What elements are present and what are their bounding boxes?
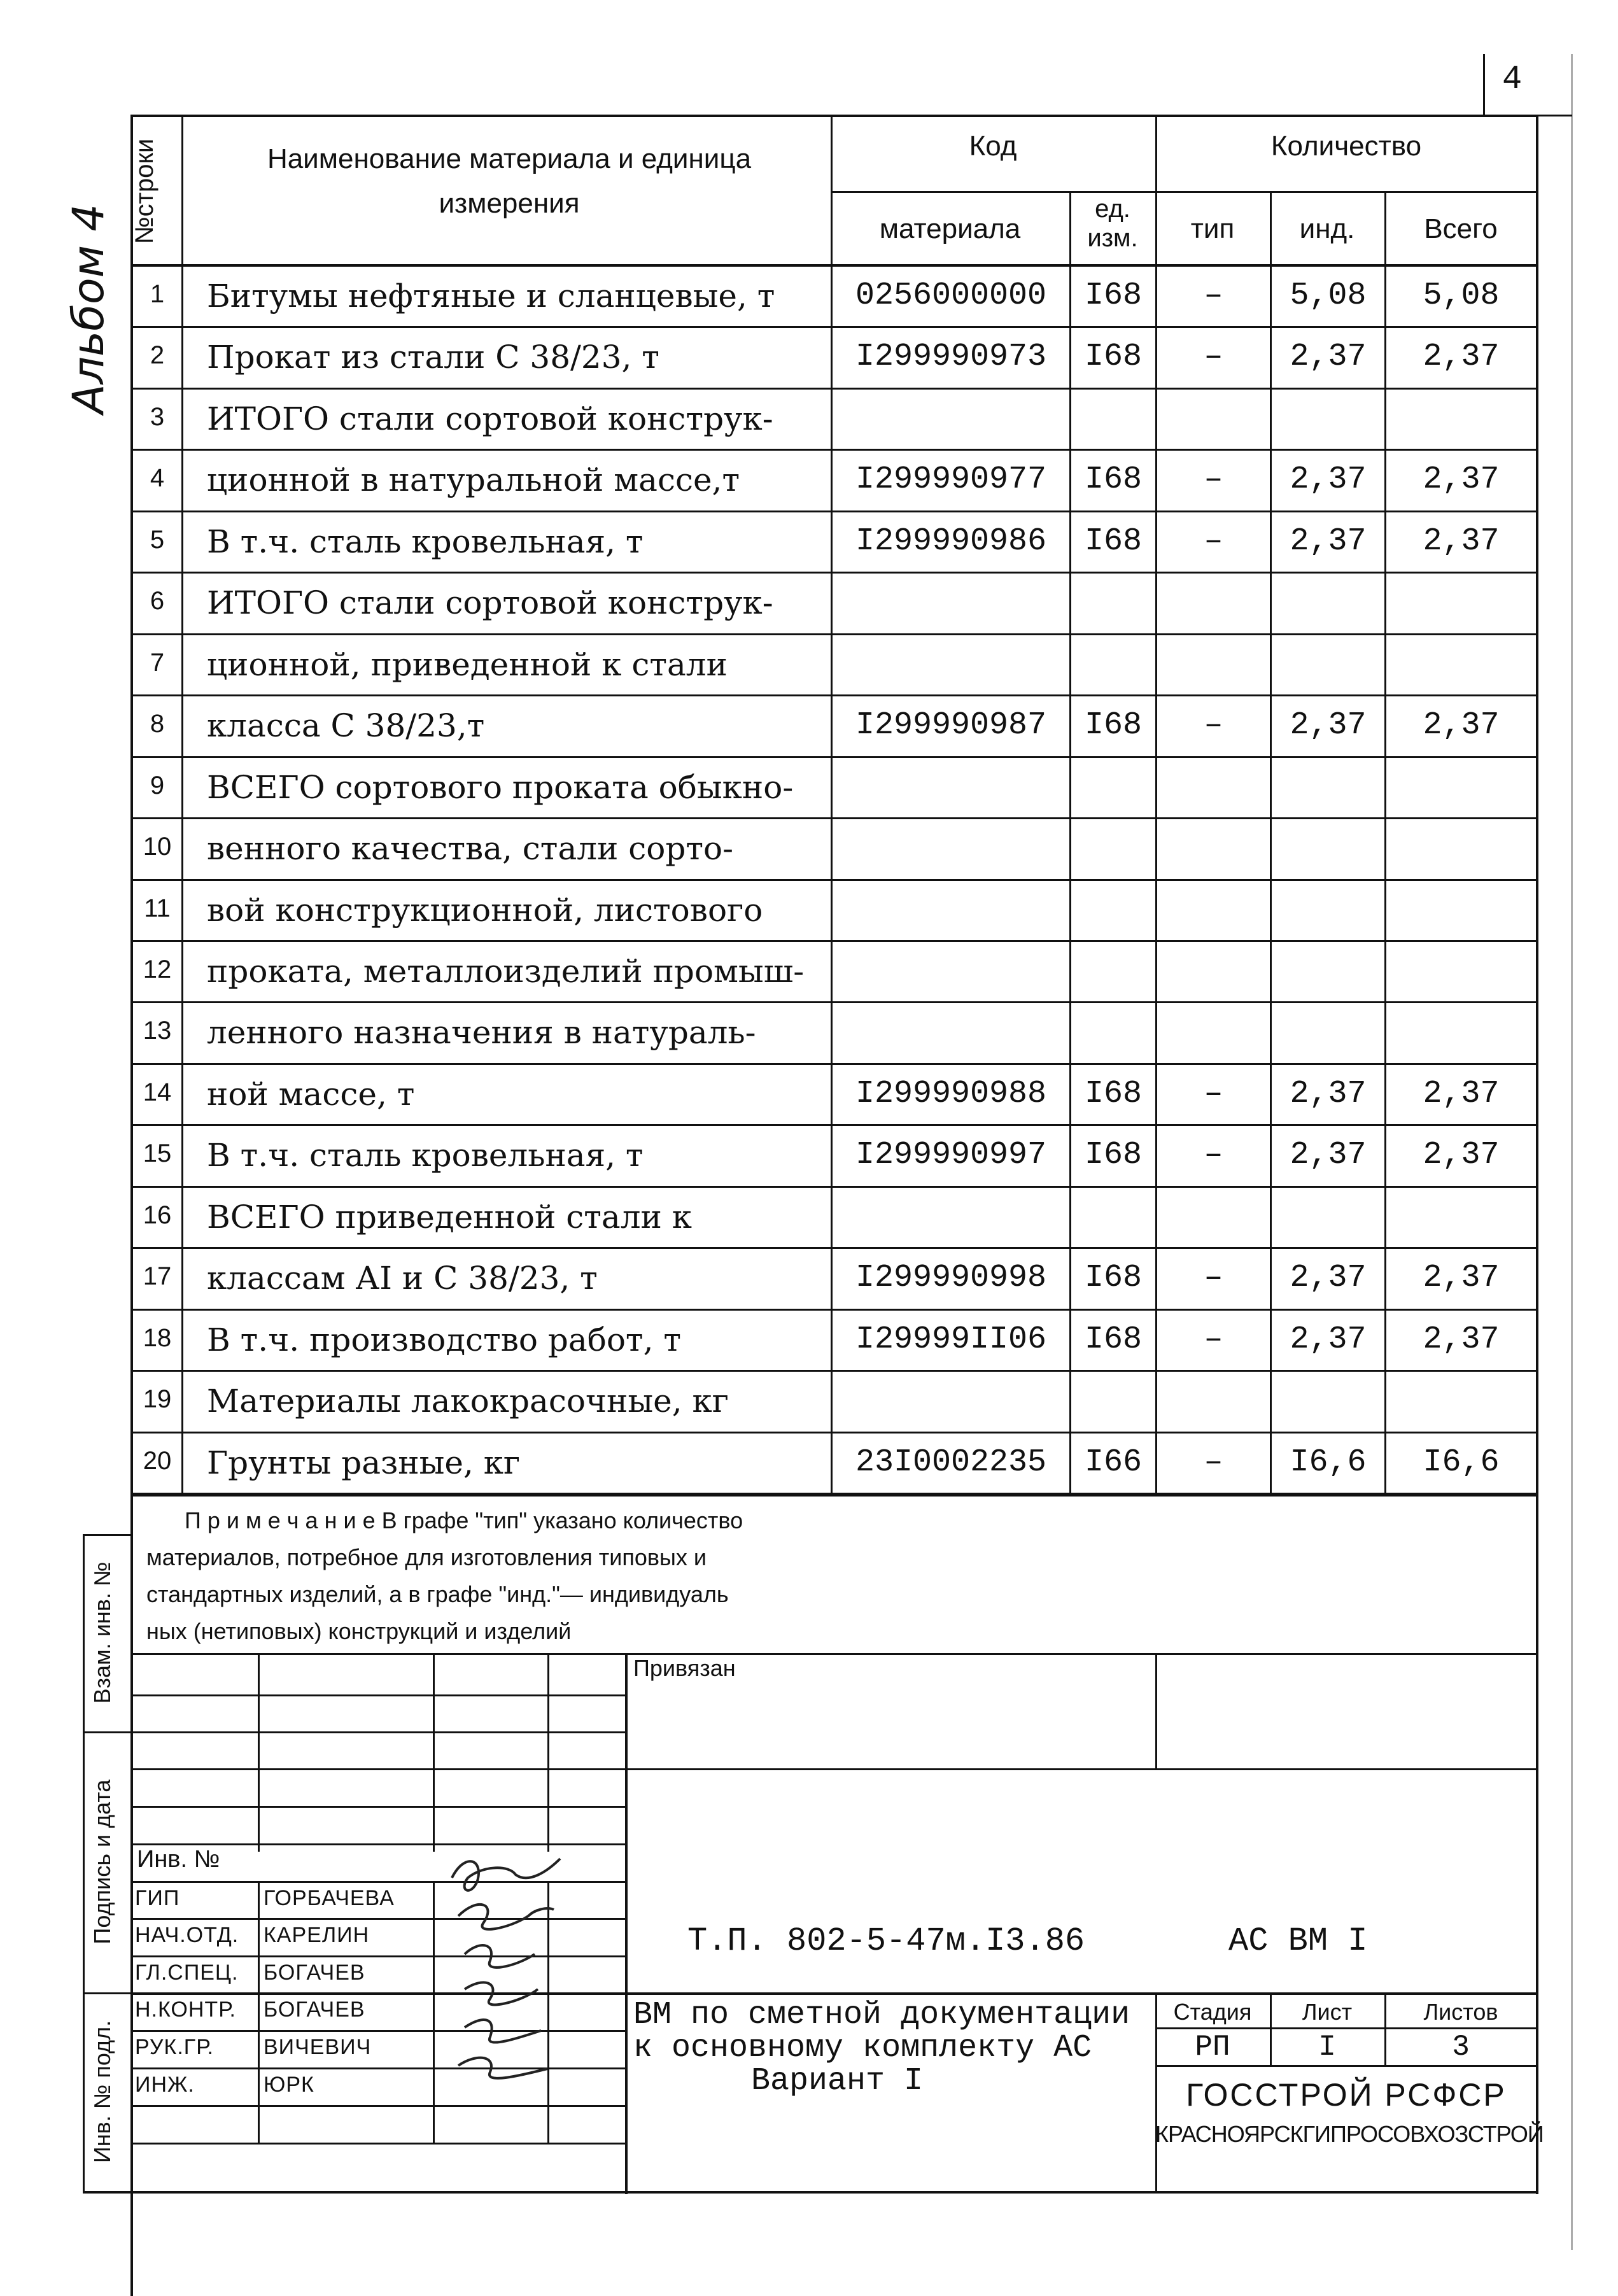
row-qty-ind: 2,37 (1290, 523, 1367, 560)
row-material-name: Битумы нефтяные и сланцевые, т (207, 278, 775, 314)
row-separator (130, 1432, 1538, 1433)
row-qty-type: – (1204, 523, 1223, 560)
row-separator (130, 1124, 1538, 1126)
signature-4 (465, 1982, 538, 2004)
row-material-name: ленного назначения в натураль- (207, 1014, 756, 1051)
row-qty-total: 2,37 (1423, 1260, 1500, 1296)
row-separator (130, 1186, 1538, 1188)
row-material-code: I299990973 (855, 339, 1047, 375)
row-separator (130, 879, 1538, 881)
note-line-1: П р и м е ч а н и е В графе "тип" указано количество (185, 1507, 743, 1533)
row-separator (130, 388, 1538, 390)
row-qty-total: 2,37 (1423, 707, 1500, 743)
inv-no-label: Инв. № (137, 1846, 220, 1873)
note-block (146, 1502, 743, 1650)
signer-name: БОГАЧЕВ (264, 1997, 365, 2022)
row-number: 15 (143, 1139, 172, 1167)
row-qty-total: 2,37 (1423, 1321, 1500, 1358)
row-material-name: В т.ч. производство работ, т (207, 1321, 682, 1358)
row-number: 5 (150, 526, 165, 554)
row-material-name: ционной в натуральной массе,т (207, 461, 740, 498)
row-material-name: Грунты разные, кг (207, 1444, 521, 1481)
row-qty-ind: 2,37 (1290, 1321, 1367, 1358)
signer-role: ГЛ.СПЕЦ. (135, 1961, 239, 1985)
row-qty-type: – (1204, 339, 1223, 375)
row-qty-type: – (1204, 1137, 1223, 1173)
page-number: 4 (1502, 60, 1523, 98)
org-name-1: ГОССТРОЙ РСФСР (1186, 2077, 1507, 2113)
signer-name: ЮРК (264, 2073, 314, 2097)
row-number: 14 (143, 1078, 172, 1106)
row-separator (130, 1063, 1538, 1065)
signer-name: КАРЕЛИН (264, 1923, 370, 1947)
sheet-value: I (1318, 2031, 1336, 2064)
row-separator (130, 449, 1538, 451)
row-unit-code: I68 (1084, 1260, 1142, 1296)
row-separator (130, 572, 1538, 574)
row-material-name: Прокат из стали С 38/23, т (207, 339, 659, 376)
row-material-code: I299990977 (855, 461, 1047, 498)
row-qty-type: – (1204, 1321, 1223, 1358)
row-material-name: ционной, приведенной к стали (207, 646, 728, 683)
doc-title-line-1: ВМ по сметной документации (633, 1997, 1130, 2033)
row-number: 8 (150, 710, 165, 738)
page-number-divider (1483, 54, 1485, 115)
row-number: 7 (150, 649, 165, 677)
row-unit-code: I68 (1084, 1321, 1142, 1358)
row-material-name: вой конструкционной, листового (207, 892, 763, 929)
row-qty-total: 2,37 (1423, 1076, 1500, 1112)
row-number: 19 (143, 1385, 172, 1413)
signature-1 (452, 1859, 560, 1891)
signature-3 (465, 1945, 535, 1968)
header-qty-total: Всего (1424, 213, 1498, 244)
row-number: 2 (150, 341, 165, 369)
signer-name: БОГАЧЕВ (264, 1961, 365, 1985)
doc-mark: АС ВМ I (1228, 1922, 1368, 1960)
row-separator (130, 1493, 1538, 1495)
signer-name: ГОРБАЧЕВА (264, 1886, 395, 1910)
row-material-code: I299990988 (855, 1076, 1047, 1112)
row-separator (130, 940, 1538, 942)
signer-role: ИНЖ. (135, 2073, 195, 2097)
row-qty-ind: 2,37 (1290, 1137, 1367, 1173)
row-qty-total: I6,6 (1423, 1444, 1500, 1481)
doc-code: Т.П. 802-5-47м.I3.86 (687, 1922, 1085, 1960)
row-qty-total: 5,08 (1423, 278, 1500, 314)
row-material-name: В т.ч. сталь кровельная, т (207, 523, 644, 560)
sheets-value: 3 (1452, 2031, 1470, 2064)
row-material-code: 23I0002235 (855, 1444, 1047, 1481)
row-number: 17 (143, 1262, 172, 1290)
row-qty-ind: 5,08 (1290, 278, 1367, 314)
row-qty-total: 2,37 (1423, 1137, 1500, 1173)
signer-role: Н.КОНТР. (135, 1997, 236, 2022)
doc-title-line-3: Вариант I (751, 2063, 924, 2099)
org-name-2: КРАСНОЯРСКГИПРОСОВХОЗСТРОЙ (1155, 2121, 1544, 2147)
signature-6 (458, 2058, 547, 2078)
note-line-2: материалов, потребное для изготовления типовых и (146, 1544, 707, 1570)
row-qty-ind: I6,6 (1290, 1444, 1367, 1481)
row-separator (130, 1001, 1538, 1003)
row-separator (130, 1247, 1538, 1249)
page-edge-line (1571, 54, 1573, 2250)
row-qty-ind: 2,37 (1290, 339, 1367, 375)
signature-5 (465, 2020, 541, 2043)
row-material-name: ИТОГО стали сортовой конструк- (207, 400, 773, 437)
row-qty-total: 2,37 (1423, 339, 1500, 375)
left-frame (130, 1494, 133, 2296)
row-material-name: ИТОГО стали сортовой конструк- (207, 584, 773, 621)
row-material-code: I299990986 (855, 523, 1047, 560)
signer-name: ВИЧЕВИЧ (264, 2035, 372, 2059)
stage-label: Стадия (1173, 1999, 1252, 2025)
row-qty-type: – (1204, 1444, 1223, 1481)
row-qty-type: – (1204, 707, 1223, 743)
row-number: 6 (150, 587, 165, 615)
note-line-4: ных (нетиповых) конструкций и изделий (146, 1618, 572, 1644)
row-unit-code: I66 (1084, 1444, 1142, 1481)
row-material-code: I299990987 (855, 707, 1047, 743)
header-code-unit: ед. изм. (1087, 195, 1138, 252)
margin-note: Альбом 4 (64, 204, 114, 414)
row-number: 10 (143, 833, 172, 861)
side-strip-line (83, 1534, 85, 2193)
signature-2 (458, 1905, 554, 1929)
header-name: Наименование материала и единица измерения (267, 143, 752, 219)
row-material-code: 0256000000 (855, 278, 1047, 314)
row-number: 13 (143, 1017, 172, 1045)
row-separator (130, 326, 1538, 328)
row-material-name: ной массе, т (207, 1076, 415, 1113)
row-separator (130, 633, 1538, 635)
row-unit-code: I68 (1084, 1076, 1142, 1112)
row-qty-total: 2,37 (1423, 523, 1500, 560)
row-number: 12 (143, 955, 172, 983)
side-label-inv-podl: Инв. № подл. (89, 2020, 115, 2164)
row-unit-code: I68 (1084, 461, 1142, 498)
row-separator (130, 511, 1538, 512)
row-qty-type: – (1204, 461, 1223, 498)
row-qty-ind: 2,37 (1290, 1260, 1367, 1296)
row-number: 9 (150, 771, 165, 799)
row-qty-ind: 2,37 (1290, 707, 1367, 743)
row-separator (130, 817, 1538, 819)
header-code-material: материала (879, 213, 1021, 244)
row-material-code: I29999II06 (855, 1321, 1047, 1358)
signer-role: РУК.ГР. (135, 2035, 214, 2059)
row-unit-code: I68 (1084, 278, 1142, 314)
sheet-label: Лист (1302, 1999, 1353, 2025)
row-number: 4 (150, 464, 165, 492)
stage-value: РП (1195, 2031, 1230, 2064)
side-label-vzam: Взам. инв. № (89, 1561, 115, 1704)
side-label-podpis: Подпись и дата (89, 1779, 115, 1945)
header-row-no: №строки (130, 138, 158, 244)
row-number: 3 (150, 403, 165, 431)
signer-role: ГИП (135, 1886, 180, 1910)
row-qty-type: – (1204, 1076, 1223, 1112)
row-qty-type: – (1204, 1260, 1223, 1296)
row-separator (130, 1370, 1538, 1372)
row-material-name: Материалы лакокрасочные, кг (207, 1383, 729, 1419)
doc-title-line-2: к основному комплекту АС (633, 2030, 1092, 2066)
row-unit-code: I68 (1084, 523, 1142, 560)
signer-role: НАЧ.ОТД. (135, 1923, 239, 1947)
row-number: 16 (143, 1201, 172, 1229)
row-number: 1 (150, 280, 165, 308)
header-code: Код (969, 130, 1017, 162)
row-qty-ind: 2,37 (1290, 1076, 1367, 1112)
doc-title (633, 1999, 1130, 2098)
row-number: 20 (143, 1447, 172, 1475)
row-qty-ind: 2,37 (1290, 461, 1367, 498)
row-separator (130, 756, 1538, 758)
row-material-name: класса С 38/23,т (207, 707, 485, 744)
header-quantity: Количество (1270, 130, 1422, 162)
row-unit-code: I68 (1084, 339, 1142, 375)
row-material-name: В т.ч. сталь кровельная, т (207, 1137, 644, 1174)
row-qty-type: – (1204, 278, 1223, 314)
row-material-code: I299990998 (855, 1260, 1047, 1296)
row-unit-code: I68 (1084, 707, 1142, 743)
signatures-image (439, 1846, 592, 2113)
bottom-frame (83, 2191, 1538, 2194)
header-qty-type: тип (1190, 213, 1235, 244)
header-qty-ind: инд. (1299, 213, 1355, 244)
row-unit-code: I68 (1084, 1137, 1142, 1173)
row-material-name: ВСЕГО сортового проката обыкно- (207, 769, 794, 806)
row-material-name: венного качества, стали сорто- (207, 830, 734, 867)
row-qty-total: 2,37 (1423, 461, 1500, 498)
row-number: 18 (143, 1324, 172, 1352)
row-separator (130, 1309, 1538, 1311)
sheets-label: Листов (1423, 1999, 1498, 2025)
row-material-code: I299990997 (855, 1137, 1047, 1173)
row-material-name: классам АI и С 38/23, т (207, 1260, 598, 1297)
row-material-name: ВСЕГО приведенной стали к (207, 1199, 692, 1236)
row-material-name: проката, металлоизделий промыш- (207, 953, 805, 990)
privyazan-label: Привязан (633, 1655, 736, 1681)
row-separator (130, 694, 1538, 696)
row-number: 11 (144, 894, 171, 922)
note-line-3: стандартных изделий, а в графе "инд."— индивидуаль (146, 1581, 729, 1607)
